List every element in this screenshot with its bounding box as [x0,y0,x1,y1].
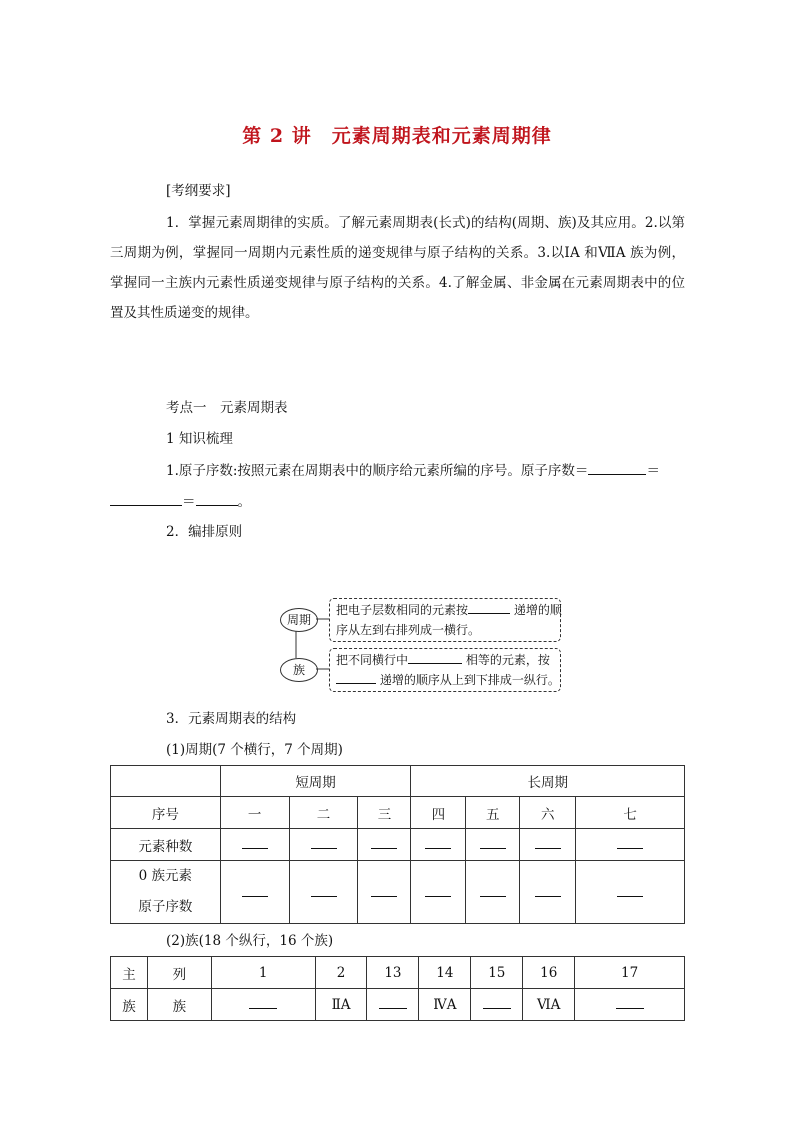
group-blank [211,989,315,1021]
blank-1 [588,460,646,475]
page-title: 第 2 讲 元素周期表和元素周期律 [242,125,552,147]
period-rule-box [329,598,561,642]
item3-heading: 3．元素周期表的结构 [166,711,297,727]
seq-label: 序号 [111,797,221,829]
column-cell: 14 [419,957,471,989]
item1-text: 1.原子序数:按照元素在周期表中的顺序给元素所编的序号。原子序数＝ [166,463,589,479]
period-rule-text-a: 把电子层数相同的元素按 [336,603,469,617]
equals-sign-2: ＝ [182,494,196,510]
seq-cell: 一 [220,797,289,829]
count-label: 元素种数 [111,829,221,861]
zero-blank [220,861,289,924]
group-table-caption: (2)族(18 个纵行，16 个族) [166,933,334,949]
short-period-header: 短周期 [220,766,411,797]
outline-text: 1．掌握元素周期律的实质。了解元素周期表(长式)的结构(周期、族)及其应用。2.以第三周期为例，掌握同一周期内元素性质的递变规律与原子结构的关系。3.以ⅠA 和ⅦA 族为例，掌握同一主族内元素性质递变规律与原子结构的关系。4.了解金属、非金属在元素周期表中的位置及其性质递变的规律。 [110,215,685,321]
period-rule-blank [468,600,510,614]
seq-cell: 五 [466,797,520,829]
zero-group-row [111,861,685,924]
seq-row [111,797,685,829]
zero-blank [411,861,466,924]
seq-cell: 六 [520,797,576,829]
section-subheading: 1 知识梳理 [166,431,233,447]
period-table [110,765,685,924]
column-cell: 13 [367,957,419,989]
count-blank [289,829,358,861]
seq-cell: 二 [289,797,358,829]
column-cell: 1 [211,957,315,989]
column-row [111,957,685,989]
seq-cell: 三 [358,797,411,829]
group-rule-text-c: 递增的顺序从上到下排成一纵行。 [379,673,560,687]
column-cell: 16 [523,957,575,989]
column-cell: 2 [315,957,367,989]
period-rule-text-c: 序从左到右排列成一横行。 [336,623,481,637]
zero-blank [358,861,411,924]
period-table-caption: (1)周期(7 个横行，7 个周期) [166,742,343,758]
group-cell: ⅣA [419,989,471,1021]
count-blank [220,829,289,861]
group-rule-blank-1 [408,650,462,664]
section-heading: 考点一 元素周期表 [166,400,288,416]
zero-blank [466,861,520,924]
period-oval: 周期 [280,608,318,632]
zero-group-label [111,861,221,924]
equals-sign: ＝ [646,463,660,479]
main-group-label-a: 主 [111,957,148,989]
group-oval: 族 [280,658,318,682]
group-rule-text-b: 相等的元素，按 [465,653,550,667]
seq-cell: 四 [411,797,466,829]
zero-group-label-b: 原子序数 [138,899,193,915]
group-rule-blank-2 [336,670,376,684]
count-blank [576,829,685,861]
count-blank [466,829,520,861]
corner-cell [111,766,221,797]
zero-blank [576,861,685,924]
outline-heading: [考纲要求] [166,183,231,199]
item1-line1 [166,460,660,481]
group-blank [367,989,419,1021]
group-row [111,989,685,1021]
group-label: 族 [147,989,211,1021]
count-row [111,829,685,861]
item1-line2 [110,491,251,512]
group-blank [471,989,523,1021]
item2-heading: 2．编排原则 [166,524,243,540]
column-cell: 15 [471,957,523,989]
count-blank [411,829,466,861]
group-rule-text-a: 把不同横行中 [336,653,409,667]
count-blank [520,829,576,861]
arrangement-diagram [278,596,568,696]
column-cell: 17 [575,957,685,989]
group-rule-box [329,648,561,692]
main-group-label-b: 族 [111,989,148,1021]
long-period-header: 长周期 [411,766,685,797]
zero-blank [289,861,358,924]
period-mark: 。 [237,494,251,510]
column-label: 列 [147,957,211,989]
period-header-row [111,766,685,797]
group-table [110,956,685,1021]
group-blank [575,989,685,1021]
zero-group-label-a: 0 族元素 [138,868,193,884]
seq-cell: 七 [576,797,685,829]
blank-2 [110,491,182,506]
blank-3 [196,491,238,506]
group-cell: ⅡA [315,989,367,1021]
group-cell: ⅥA [523,989,575,1021]
count-blank [358,829,411,861]
period-rule-text-b: 递增的顺 [513,603,562,617]
zero-blank [520,861,576,924]
